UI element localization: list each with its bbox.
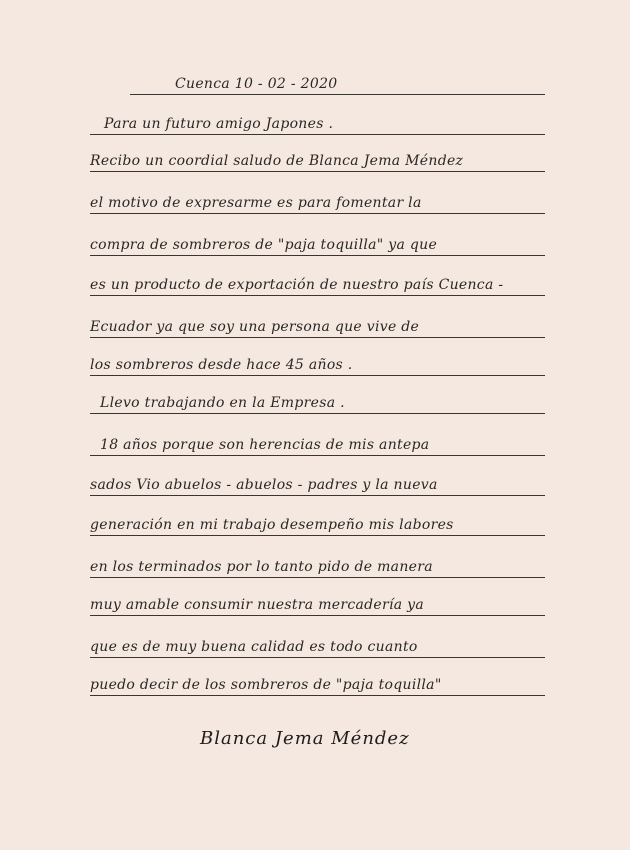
letter-line [90, 101, 545, 135]
letter-line-text: el motivo de expresarme es para fomentar la [90, 195, 422, 211]
letter-line-text: los sombreros desde hace 45 años . [90, 357, 353, 373]
letter-line [90, 262, 545, 296]
letter-line-text: Recibo un coordial saludo de Blanca Jema Méndez [90, 153, 464, 169]
letter-line [90, 380, 545, 414]
letter-line-text: es un producto de exportación de nuestro país Cuenca - [90, 277, 504, 293]
letter-line-text: Ecuador ya que soy una persona que vive de [90, 319, 420, 335]
letter-line [90, 544, 545, 578]
date-line [130, 61, 545, 95]
letter-line-text: puedo decir de los sombreros de "paja toquilla" [90, 677, 442, 693]
letter-line [90, 624, 545, 658]
letter-line [90, 502, 545, 536]
letter-line [90, 304, 545, 338]
letter-line-text: 18 años porque son herencias de mis antepa [100, 437, 430, 453]
letter-line [90, 222, 545, 256]
letter-line-text: muy amable consumir nuestra mercadería ya [90, 597, 425, 613]
letter-line-text: sados Vio abuelos - abuelos - padres y la nueva [90, 477, 438, 493]
letter-line-text: que es de muy buena calidad es todo cuanto [90, 639, 418, 655]
letter-line-text: en los terminados por lo tanto pido de manera [90, 559, 433, 575]
letter-line [90, 342, 545, 376]
letter-date: Cuenca 10 - 02 - 2020 [175, 76, 338, 92]
letter-line-text: Para un futuro amigo Japones . [104, 116, 334, 132]
letter-line [90, 422, 545, 456]
letter-line [90, 462, 545, 496]
letter-line-text: Llevo trabajando en la Empresa . [100, 395, 345, 411]
letter-line [90, 180, 545, 214]
letter-line-text: compra de sombreros de "paja toquilla" ya que [90, 237, 438, 253]
letter-line [90, 662, 545, 696]
letter-line-text: generación en mi trabajo desempeño mis labores [90, 517, 454, 533]
letter-line [90, 138, 545, 172]
signature: Blanca Jema Méndez [200, 728, 410, 749]
letter-line [90, 582, 545, 616]
